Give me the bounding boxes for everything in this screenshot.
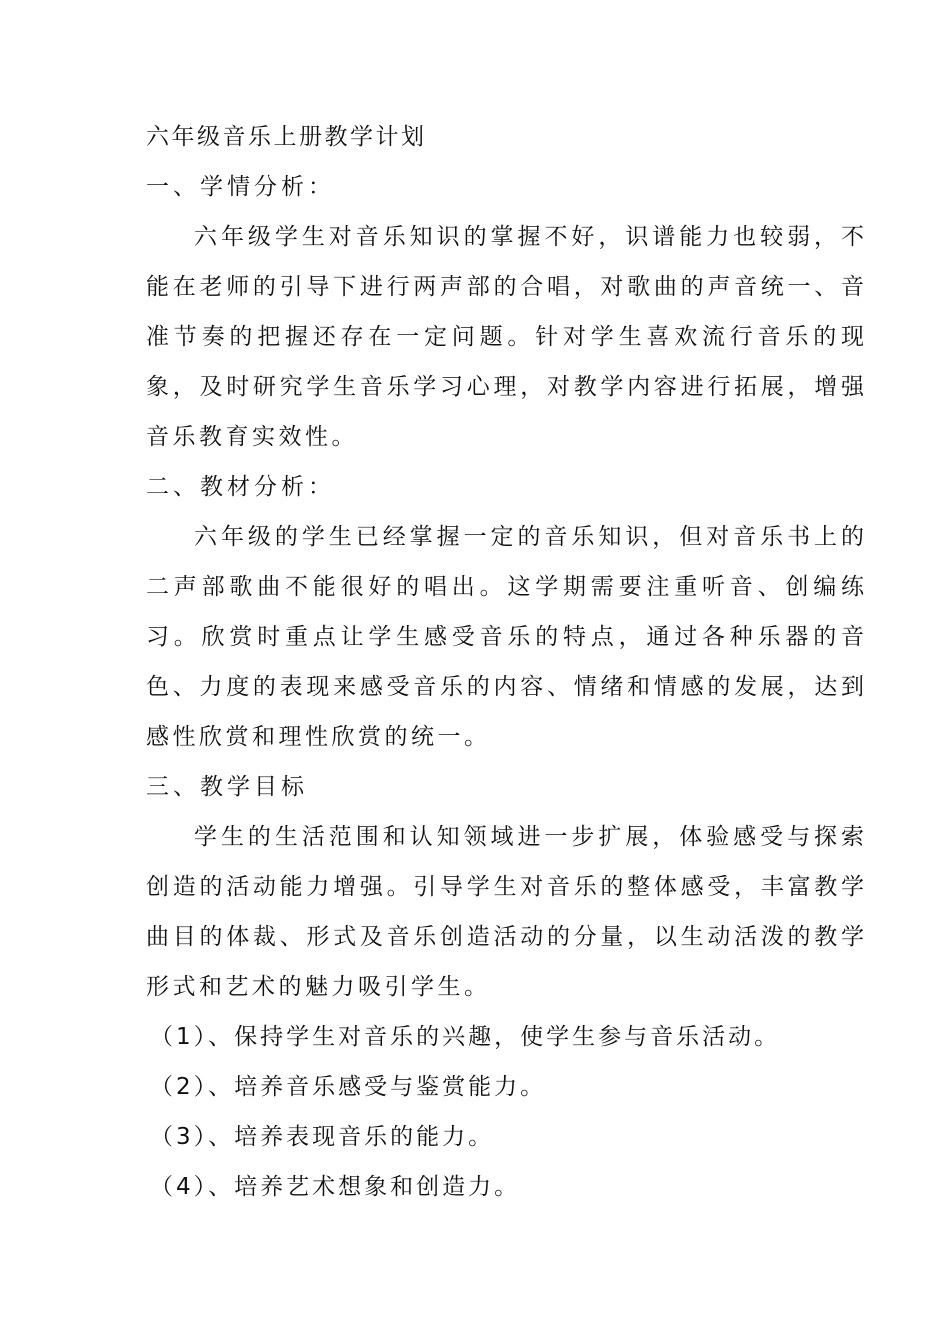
goal-list-item: （3）、培养表现音乐的能力。 (150, 1124, 495, 1150)
section-heading-teaching-goals: 三、教学目标 (146, 774, 308, 800)
paragraph-line: 形式和艺术的魅力吸引学生。 (146, 974, 491, 1000)
document-body (146, 112, 866, 1212)
goal-list-item: （2）、培养音乐感受与鉴赏能力。 (150, 1074, 547, 1100)
section-heading-student-analysis: 一、学情分析： (146, 174, 335, 200)
paragraph-line: 能在老师的引导下进行两声部的合唱，对歌曲的声音统一、音 (146, 274, 864, 300)
paragraph-line: 创造的活动能力增强。引导学生对音乐的整体感受，丰富教学 (146, 874, 864, 900)
paragraph-line: 色、力度的表现来感受音乐的内容、情绪和情感的发展，达到 (146, 674, 864, 700)
document-title: 六年级音乐上册教学计划 (146, 124, 427, 150)
section-heading-textbook-analysis: 二、教材分析： (146, 474, 335, 500)
paragraph-line: 象，及时研究学生音乐学习心理，对教学内容进行拓展，增强 (146, 374, 864, 400)
paragraph-line: 感性欣赏和理性欣赏的统一。 (146, 724, 491, 750)
goal-list-item: （1）、保持学生对音乐的兴趣，使学生参与音乐活动。 (150, 1024, 781, 1050)
paragraph-line: 二声部歌曲不能很好的唱出。这学期需要注重听音、创编练 (146, 574, 864, 600)
paragraph-line: 六年级学生对音乐知识的掌握不好，识谱能力也较弱，不 (194, 224, 864, 250)
paragraph-line: 曲目的体裁、形式及音乐创造活动的分量，以生动活泼的教学 (146, 924, 864, 950)
paragraph-line: 习。欣赏时重点让学生感受音乐的特点，通过各种乐器的音 (146, 624, 864, 650)
goal-list-item: （4）、培养艺术想象和创造力。 (150, 1174, 521, 1200)
paragraph-line: 准节奏的把握还存在一定问题。针对学生喜欢流行音乐的现 (146, 324, 864, 350)
paragraph-line: 学生的生活范围和认知领域进一步扩展，体验感受与探索 (194, 824, 864, 850)
paragraph-line: 音乐教育实效性。 (146, 424, 358, 450)
paragraph-line: 六年级的学生已经掌握一定的音乐知识，但对音乐书上的 (194, 524, 864, 550)
